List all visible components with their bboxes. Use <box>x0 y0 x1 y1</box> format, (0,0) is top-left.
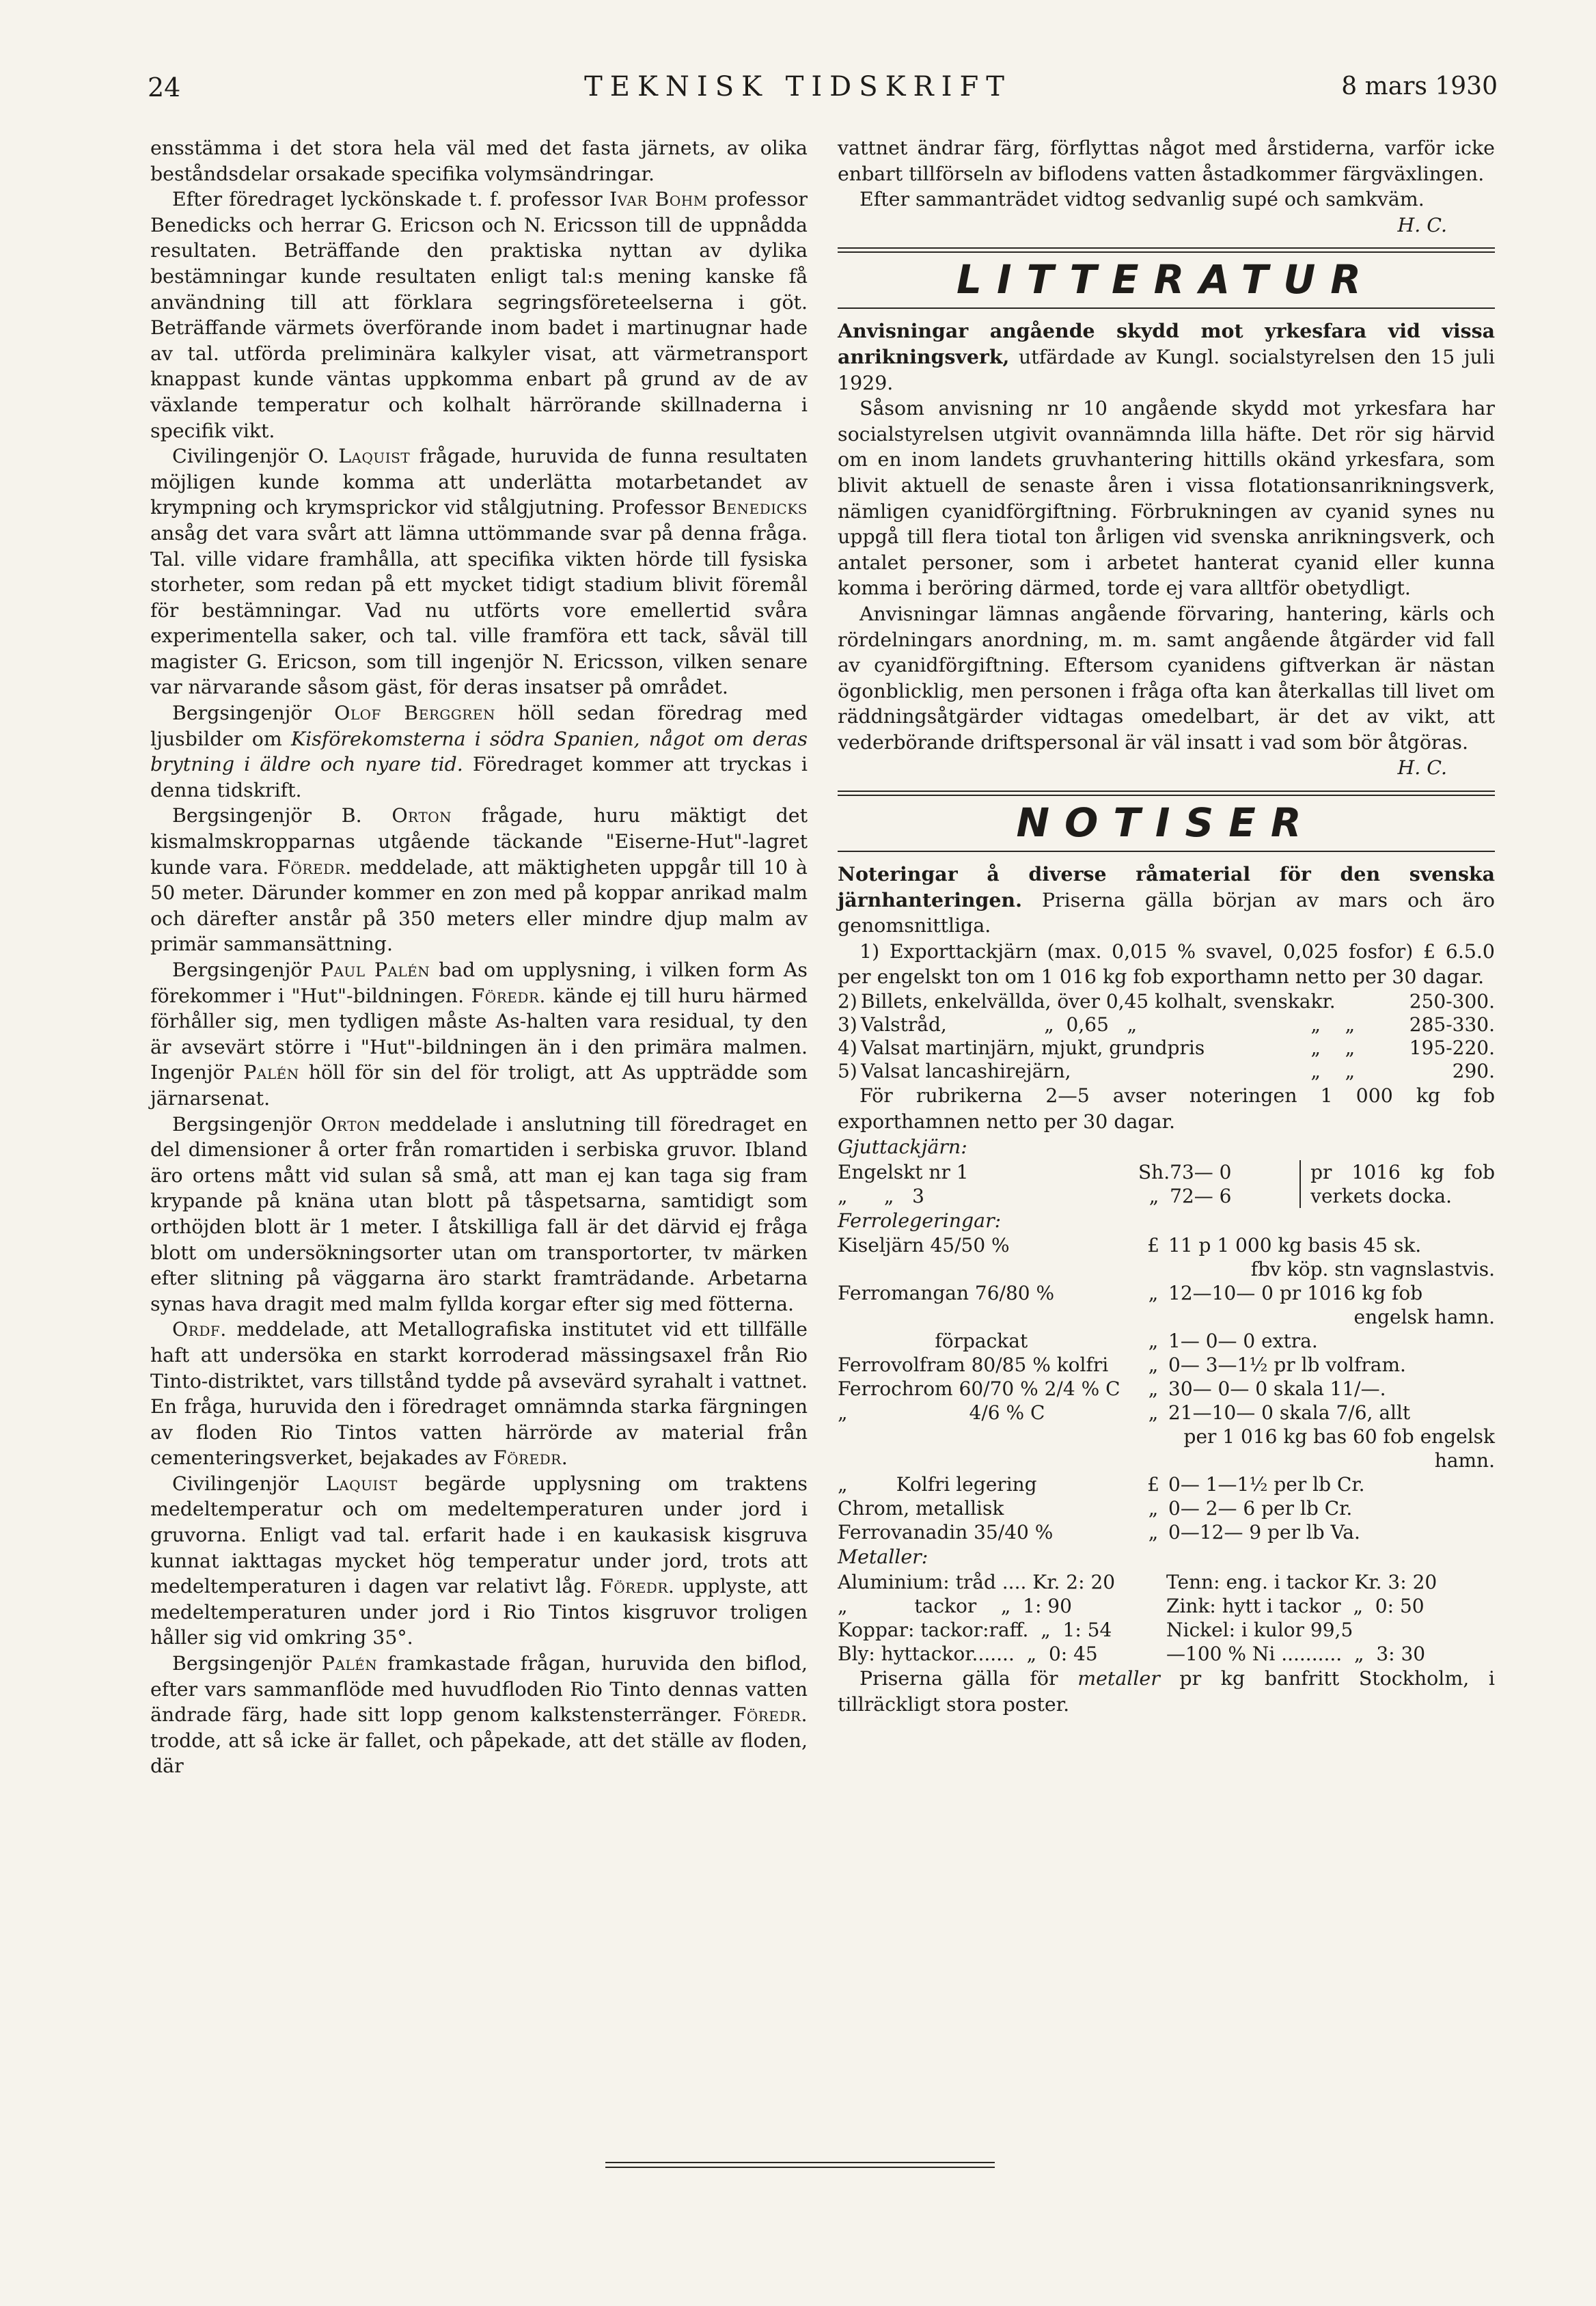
paragraph: Bergsingenjör Paul Palén bad om upplysning, i vilken form As förekommer i "Hut"-bildningen. Föredr. kände ej till huru härmed förhåller sig, men tydligen måste As-halten vara residual, ty den är avsevärt större i "Hut"-bildningen än i den primära malmen. Ingenjör Palén höll för sin del för troligt, att As uppträdde som järnarsenat. <box>150 959 808 1110</box>
price-label: Kiseljärn 45/50 % <box>838 1234 1010 1257</box>
paragraph: Bergsingenjör B. Orton frågade, huru mäktigt det kismalmskropparnas utgående täckande "Eiserne-Hut"-lagret kunde vara. Föredr. meddelade, att mäktigheten uppgår till 10 à 50 meter. Därunder kommer en zon med på koppar anrikad malm och därefter anstår på 350 meters eller mindre djup malm av primär sammansättning. <box>150 804 808 956</box>
price-value: 0—12— 9 per lb Va. <box>1168 1521 1360 1544</box>
table-row-continuation <box>838 1305 1495 1329</box>
table-row <box>838 990 1495 1013</box>
item-number: 2) <box>838 990 857 1013</box>
item-value: 285-330. <box>1409 1013 1495 1037</box>
paragraph: Civilingenjör O. Laquist frågade, huruvida de funna resultaten möjligen kunde komma att underlätta motarbetandet av krympning och krymsprickor vid stålgjutning. Professor Benedicks ansåg det vara svårt att lämna uttömmande svar på denna fråga. Tal. ville vidare framhålla, att specifika vikten hörde till fysiska storheter, som redan på ett mycket tidigt stadium blivit föremål för bestämningar. Vad nu utförts vore emellertid svåra experimentella saker, och tal. ville framföra ett tack, såväl till magister G. Ericson, som till ingenjör N. Ericsson, vilken senare var närvarande såsom gäst, för deras insatser på området. <box>150 445 808 699</box>
bottom-rule <box>605 2162 995 2168</box>
metal-price-right: —100 % Ni .......... „ 3: 30 <box>1166 1643 1426 1665</box>
item-value: 195-220. <box>1409 1037 1495 1060</box>
metal-price-right: Nickel: i kulor 99,5 <box>1166 1619 1353 1641</box>
table-row <box>838 1618 1495 1642</box>
metal-price-right: Zink: hytt i tackor „ 0: 50 <box>1166 1595 1425 1617</box>
item-label: Valsat lancashirejärn, <box>861 1060 1071 1083</box>
price-currency: £ <box>1147 1473 1159 1496</box>
spacer <box>838 1305 1138 1329</box>
item-unit: kr. <box>1310 990 1336 1013</box>
metal-price-left: Koppar: tackor:raff. „ 1: 54 <box>838 1619 1112 1641</box>
item-value: 250-300. <box>1409 990 1495 1013</box>
item-unit: „ „ <box>1310 1060 1356 1083</box>
section-rule <box>838 307 1495 309</box>
section-rule <box>838 247 1495 253</box>
price-value: 21—10— 0 skala 7/6, allt <box>1168 1401 1411 1425</box>
subheading-ferrolegeringar: Ferrolegeringar: <box>838 1209 1002 1232</box>
review-title: Anvisningar angående skydd mot yrkesfara vid vissa anrikningsverk, utfärdade av Kungl. socialstyrelsen den 15 juli 1929. <box>838 319 1495 394</box>
table-row <box>838 1353 1495 1377</box>
paragraph: Bergsingenjör Orton meddelade i anslutning till föredraget en del dimensioner å orter från romartiden i serbiska gruvor. Ibland äro ortens mått vid sulan så små, att man ej kan taga sig fram krypande på knäna utan blott på tåspetsarna, samtidigt som orthöjden blott är 1 meter. I åtskilliga fall är det därvid ej fråga blott om undersökningsorter utan om transportorter, tv märken efter slitning på väggarna äro starkt framträdande. Arbetarna synas hava dragit med malm fyllda korgar efter sig med fötterna. <box>150 1112 808 1315</box>
price-value: 12—10— 0 pr 1016 kg fob <box>1168 1282 1423 1305</box>
subheading-gjuttackjarn: Gjuttackjärn: <box>838 1136 967 1159</box>
section-heading-notiser: NOTISER <box>1016 799 1317 847</box>
price-label: „ Kolfri legering <box>838 1473 1037 1496</box>
notice-title: Noteringar å diverse råmaterial för den svenska järnhanteringen. Priserna gälla början av mars och äro genomsnittliga. <box>838 862 1495 937</box>
table-row <box>838 1037 1495 1060</box>
price-currency: £ <box>1147 1234 1159 1257</box>
spacer <box>1138 1425 1168 1472</box>
paragraph: För rubrikerna 2—5 avser noteringen 1 000 kg fob exporthamnen netto per 30 dagar. <box>838 1084 1495 1133</box>
paragraph: Ordf. meddelade, att Metallografiska institutet vid ett tillfälle haft att undersöka en starkt korroderad mässingsaxel från Rio Tinto-distriktet, vars tillstånd tydde på avsevärd syrahalt i vattnet. En fråga, huruvida den i föredraget omnämnda starka färgningen av floden Rio Tintos vatten härrörde av material från cementeringsverket, bejakades av Föredr. <box>150 1318 808 1470</box>
metal-price-right: Tenn: eng. i tackor Kr. 3: 20 <box>1166 1571 1437 1593</box>
table-row <box>838 1472 1495 1496</box>
item-number: 5) <box>838 1060 857 1083</box>
section-rule <box>838 851 1495 852</box>
right-column <box>838 135 1495 1717</box>
paragraph: Efter sammanträdet vidtog sedvanlig supé och samkväm. <box>859 188 1425 211</box>
table-row <box>838 1233 1495 1257</box>
metal-price-left: Aluminium: tråd .... Kr. 2: 20 <box>838 1571 1116 1593</box>
table-row <box>838 1281 1495 1305</box>
price-currency: „ <box>1148 1354 1159 1377</box>
price-label: „ „ 3 <box>838 1184 924 1207</box>
price-label: Ferrochrom 60/70 % 2/4 % C <box>838 1377 1120 1401</box>
price-currency: „ <box>1148 1521 1159 1544</box>
price-label: Engelskt nr 1 <box>838 1160 969 1183</box>
spacer <box>838 1257 1138 1281</box>
spacer <box>1138 1305 1168 1329</box>
table-row-continuation <box>838 1425 1495 1472</box>
price-label: Ferromangan 76/80 % <box>838 1282 1055 1305</box>
price-label: Ferrovolfram 80/85 % kolfri <box>838 1354 1109 1377</box>
signature: H. C. <box>1397 756 1447 780</box>
price-label: „ 4/6 % C <box>838 1401 1045 1425</box>
paragraph: Anvisningar lämnas angående förvaring, hantering, kärls och rördelningars anordning, m. m. samt angående åtgärder vid fall av cyanidförgiftning. Eftersom cyanidens giftverkan är nästan ögonblicklig, men personen i fråga ofta kan återkallas till livet om räddningsåtgärder vidtagas omedelbart, är det av vikt, att vederbörande driftspersonal är väl insatt i vad som bör åtgöras. <box>838 602 1495 754</box>
paragraph: Bergsingenjör Olof Berggren höll sedan föredrag med ljusbilder om Kisförekomsterna i södra Spanien, något om deras brytning i äldre och nyare tid. Föredraget kommer att tryckas i denna tidskrift. <box>150 702 808 801</box>
price-label: Chrom, metallisk <box>838 1497 1004 1520</box>
price-value: 73— 0 <box>1170 1160 1232 1183</box>
gjut-note: pr 1016 kg fob verkets docka. <box>1300 1160 1495 1208</box>
price-value: 11 p 1 000 kg basis 45 sk. <box>1168 1234 1422 1257</box>
signature: H. C. <box>1397 213 1447 236</box>
page-number: 24 <box>148 72 181 102</box>
paragraph: Efter föredraget lyckönskade t. f. professor Ivar Bohm professor Benedicks och herrar G. Ericson och N. Ericsson till de uppnådda resultaten. Beträffande den praktiska nyttan av dylika bestämningar kunde resultaten enligt tal:s mening kanske få användning till att förklara segringsföreteelserna i göt. Beträffande värmets överförande inom badet i martinugnar hade av tal. utförda preliminära kalkyler visat, att värmetransport knappast kunde väntas uppkomma enbart på grund av de av växlande temperatur och kolhalt härrörande skillnaderna i specifik vikt. <box>150 188 808 442</box>
price-value: 72— 6 <box>1170 1184 1232 1207</box>
price-extra: engelsk hamn. <box>1353 1306 1495 1329</box>
item-label: Valsat martinjärn, mjukt, grundpris <box>861 1037 1205 1060</box>
spacer <box>838 1425 1138 1472</box>
price-value: 0— 1—1½ per lb Cr. <box>1168 1473 1365 1496</box>
ferro-table <box>838 1233 1495 1544</box>
price-extra: fbv köp. stn vagnslastvis. <box>1250 1258 1495 1281</box>
paragraph: Såsom anvisning nr 10 angående skydd mot yrkesfara har socialstyrelsen utgivit ovannämnda lilla häfte. Det rör sig härvid om en inom landets gruvhantering hittills okänd yrkesfara, som blivit aktuell de senaste åren i vissa flotationsanrikningsverk, nämligen cyanidförgiftning. Förbrukningen av cyanid synes nu uppgå till flera tiotal ton årligen vid svenska anrikningsverk, och antalet personer, som i arbetet hanterat cyanid eller kunna komma i beröring därmed, torde ej vara alltför obetydligt. <box>838 397 1495 600</box>
item-number: 4) <box>838 1037 857 1060</box>
price-currency: „ <box>1148 1184 1159 1207</box>
spacer <box>1138 1257 1168 1281</box>
table-row <box>838 1520 1495 1544</box>
table-row <box>838 1594 1495 1618</box>
price-extra: per 1 016 kg bas 60 fob engelsk hamn. <box>1183 1425 1495 1472</box>
price-currency: Sh. <box>1138 1160 1170 1183</box>
price-item: 1) Exporttackjärn (max. 0,015 % svavel, 0,025 fosfor) £ 6.5.0 per engelskt ton om 1 016 kg fob exporthamn netto per 30 dagar. <box>838 939 1495 989</box>
price-currency: „ <box>1148 1401 1159 1425</box>
item-label: Valstråd, „ 0,65 „ <box>861 1013 1138 1037</box>
table-row <box>838 1496 1495 1520</box>
price-value: 0— 3—1½ pr lb volfram. <box>1168 1354 1406 1377</box>
table-row <box>838 1570 1495 1594</box>
subheading-metaller: Metaller: <box>838 1546 928 1569</box>
metals-table <box>838 1570 1495 1666</box>
price-label: förpackat <box>838 1330 1028 1353</box>
metal-price-left: „ tackor „ 1: 90 <box>838 1595 1072 1617</box>
paragraph: Civilingenjör Laquist begärde upplysning om traktens medeltemperatur och om medeltemperaturen under jord i gruvorna. Enligt vad tal. erfarit hade i en kaukasisk kisgruva kunnat iakttagas mycket hög temperatur under jord, trots att medeltemperaturen i dagen var relativt låg. Föredr. upplyste, att medeltemperaturen under jord i Rio Tintos kisgruvor troligen håller sig vid omkring 35°. <box>150 1472 808 1649</box>
issue-date: 8 mars 1930 <box>1341 72 1498 100</box>
item-label: Billets, enkelvällda, över 0,45 kolhalt, svenska <box>861 990 1311 1013</box>
price-currency: „ <box>1148 1377 1159 1401</box>
paragraph: Priserna gälla för metaller pr kg banfritt Stockholm, i tillräckligt stora poster. <box>838 1667 1495 1716</box>
price-table <box>838 990 1495 1083</box>
item-value: 290. <box>1452 1060 1495 1083</box>
paragraph: Bergsingenjör Palén framkastade frågan, huruvida den biflod, efter vars sammanflöde med huvudfloden Rio Tinto dennas vatten ändrade färg, hade sitt lopp genom kalkstensterränger. Föredr. trodde, att så icke är fallet, och påpekade, att det ställe av floden, där <box>150 1652 808 1778</box>
paragraph: vattnet ändrar färg, förflyttas något med årstiderna, varför icke enbart tillförseln av biflodens vatten åstadkommer färgväxlingen. <box>838 137 1495 185</box>
table-row <box>838 1060 1495 1083</box>
table-row <box>838 1401 1495 1425</box>
price-currency: „ <box>1148 1497 1159 1520</box>
table-row <box>838 1160 1495 1184</box>
item-unit: „ „ <box>1310 1013 1356 1037</box>
price-currency: „ <box>1148 1330 1159 1353</box>
table-row <box>838 1642 1495 1666</box>
paragraph: ensstämma i det stora hela väl med det fasta järnets, av olika beståndsdelar orsakade specifika volymsändringar. <box>150 137 808 185</box>
item-number: 3) <box>838 1013 857 1037</box>
table-row <box>838 1013 1495 1037</box>
gjut-table <box>838 1160 1495 1208</box>
metal-price-left: Bly: hyttackor....... „ 0: 45 <box>838 1643 1098 1665</box>
left-column <box>150 135 808 1779</box>
table-row <box>838 1329 1495 1353</box>
table-row-continuation <box>838 1257 1495 1281</box>
price-value: 1— 0— 0 extra. <box>1168 1330 1318 1353</box>
price-currency: „ <box>1148 1282 1159 1305</box>
section-heading-litteratur: LITTERATUR <box>957 256 1376 303</box>
journal-title: TEKNISK TIDSKRIFT <box>584 71 1012 102</box>
price-label: Ferrovanadin 35/40 % <box>838 1521 1054 1544</box>
section-rule <box>838 791 1495 796</box>
table-row <box>838 1377 1495 1401</box>
price-value: 0— 2— 6 per lb Cr. <box>1168 1497 1353 1520</box>
page-header <box>0 68 1596 109</box>
item-unit: „ „ <box>1310 1037 1356 1060</box>
price-value: 30— 0— 0 skala 11/—. <box>1168 1377 1386 1401</box>
